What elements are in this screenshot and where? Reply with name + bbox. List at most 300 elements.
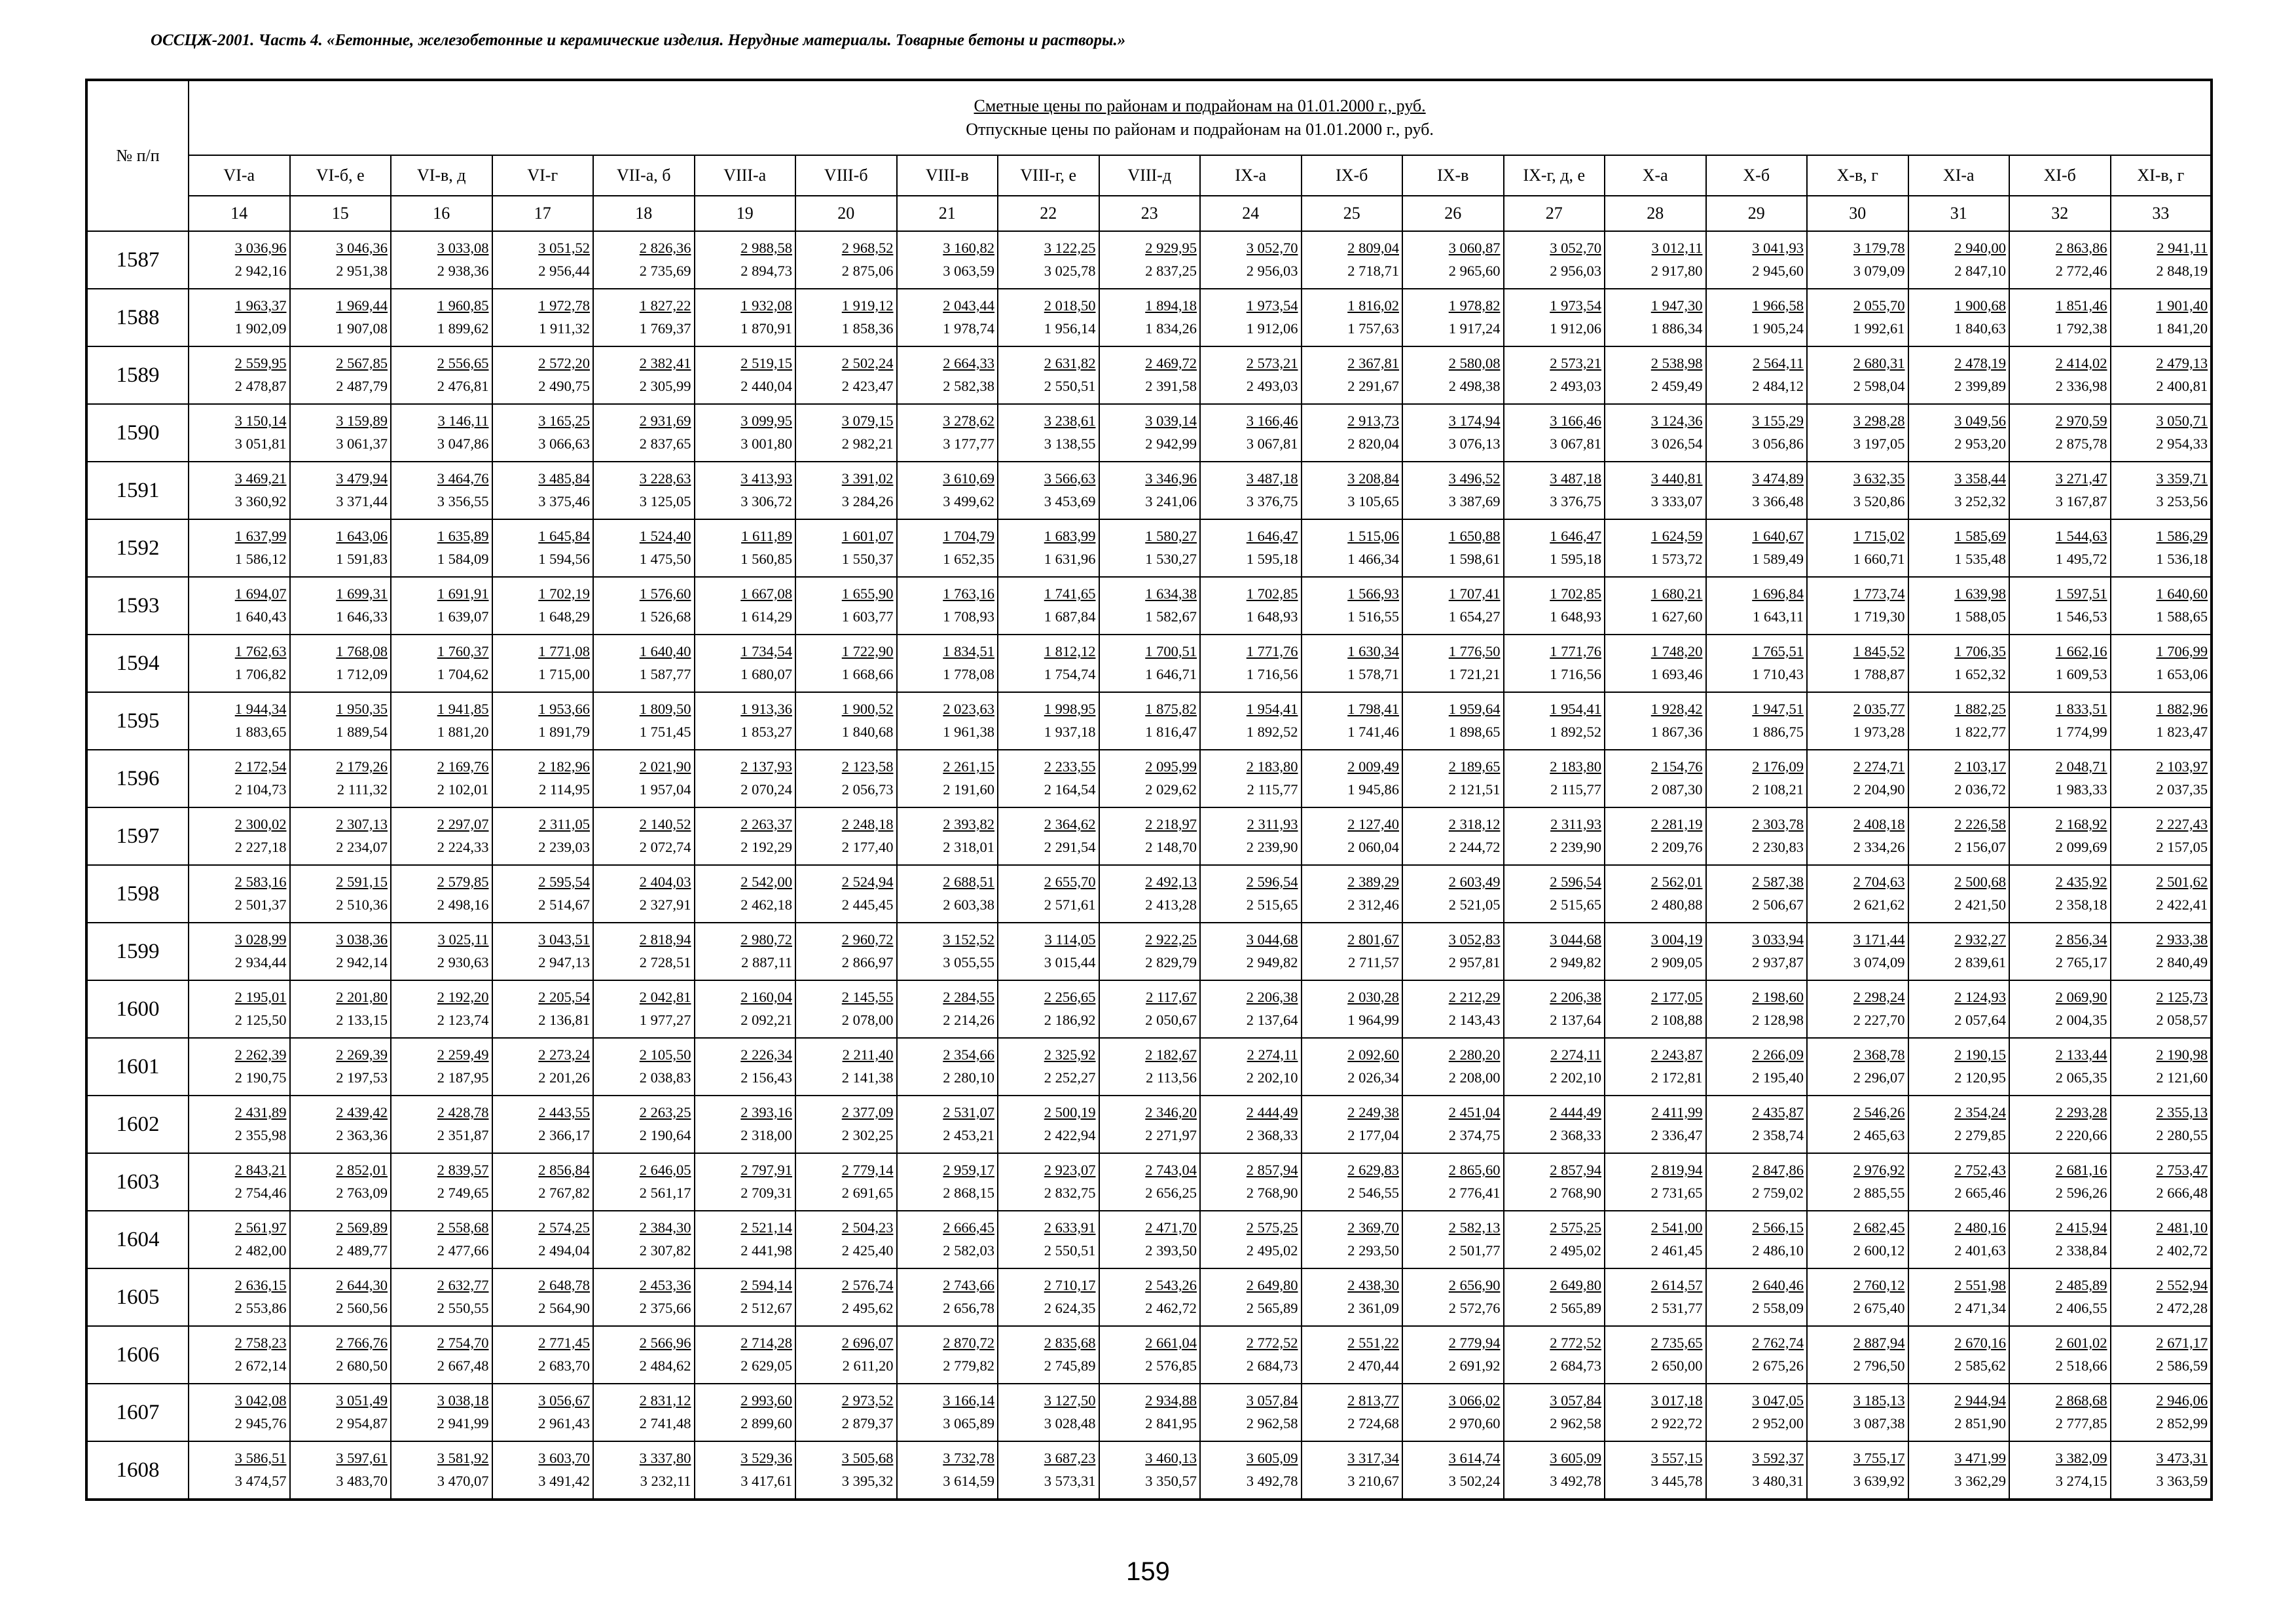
estimated-price: 2 661,04: [1145, 1335, 1197, 1351]
price-cell: [897, 750, 998, 807]
price-cell: [492, 865, 594, 923]
price-cell: [290, 1326, 392, 1384]
title-estimated-prices: Сметные цены по районам и подрайонам на 01.01.2000 г., руб.: [974, 96, 1426, 115]
estimated-price: 3 122,25: [1044, 240, 1096, 256]
price-cell: [2111, 462, 2212, 519]
estimated-price: 3 057,84: [1550, 1392, 1601, 1409]
release-price: 2 115,77: [1550, 781, 1601, 798]
price-cell: [695, 289, 796, 346]
release-price: 2 239,90: [1550, 839, 1601, 855]
estimated-price: 1 944,34: [234, 701, 287, 717]
price-cell: [1504, 980, 1605, 1038]
price-cell: [998, 1326, 1099, 1384]
price-cell: [998, 404, 1099, 462]
release-price: 1 870,91: [740, 320, 792, 337]
release-price: 3 025,78: [1044, 263, 1096, 279]
price-cell: [695, 692, 796, 750]
estimated-price: 1 544,63: [2055, 528, 2107, 544]
estimated-price: 1 702,85: [1550, 585, 1601, 602]
estimated-price: 2 092,60: [1347, 1046, 1399, 1063]
release-price: 2 961,43: [538, 1415, 590, 1431]
estimated-price: 2 968,52: [841, 240, 894, 256]
release-price: 2 709,31: [740, 1185, 792, 1201]
estimated-price: 2 504,23: [841, 1219, 894, 1236]
estimated-price: 2 428,78: [437, 1104, 489, 1120]
release-price: 2 209,76: [1650, 839, 1703, 855]
release-price: 2 422,94: [1044, 1127, 1096, 1143]
release-price: 2 506,67: [1752, 896, 1804, 913]
estimated-price: 2 431,89: [234, 1104, 287, 1120]
estimated-price: 3 079,15: [841, 413, 894, 429]
estimated-price: 1 760,37: [437, 643, 489, 659]
estimated-price: 2 009,49: [1347, 758, 1399, 775]
price-cell: [2009, 1153, 2111, 1211]
release-price: 3 252,32: [1954, 493, 2006, 509]
estimated-price: 2 500,19: [1044, 1104, 1096, 1120]
price-cell: [1402, 807, 1504, 865]
estimated-price: 2 688,51: [943, 874, 994, 890]
price-cell: [1200, 231, 1302, 289]
release-price: 2 029,62: [1145, 781, 1197, 798]
estimated-price: 3 038,18: [437, 1392, 489, 1409]
release-price: 2 582,38: [943, 378, 994, 394]
release-price: 1 912,06: [1246, 320, 1298, 337]
price-cell: [290, 231, 392, 289]
estimated-price: 2 411,99: [1651, 1104, 1703, 1120]
estimated-price: 3 038,36: [336, 931, 388, 948]
price-cell: [897, 980, 998, 1038]
release-price: 2 745,89: [1044, 1357, 1096, 1374]
release-price: 2 493,03: [1246, 378, 1298, 394]
estimated-price: 2 519,15: [740, 355, 792, 371]
estimated-price: 2 772,52: [1246, 1335, 1298, 1351]
price-cell: [1706, 1038, 1808, 1096]
estimated-price: 2 980,72: [740, 931, 792, 948]
release-price: 2 666,48: [2156, 1185, 2208, 1201]
price-cell: [1807, 1038, 1908, 1096]
price-cell: [998, 980, 1099, 1038]
estimated-price: 2 524,94: [841, 874, 894, 890]
price-cell: [492, 1211, 594, 1268]
release-price: 2 777,85: [2055, 1415, 2107, 1431]
release-price: 1 937,18: [1044, 724, 1096, 740]
release-price: 2 495,02: [1550, 1242, 1601, 1259]
estimated-price: 1 928,42: [1650, 701, 1703, 717]
estimated-price: 3 557,15: [1650, 1450, 1703, 1466]
table-row: [86, 1268, 2212, 1326]
estimated-price: 2 284,55: [943, 989, 994, 1005]
release-price: 2 598,04: [1853, 378, 1905, 394]
release-price: 1 957,04: [639, 781, 691, 798]
estimated-price: 3 042,08: [234, 1392, 287, 1409]
price-cell: [593, 1096, 695, 1153]
price-cell: [2111, 1384, 2212, 1441]
estimated-price: 3 052,83: [1448, 931, 1501, 948]
estimated-price: 2 868,68: [2055, 1392, 2107, 1409]
release-price: 2 133,15: [336, 1012, 388, 1028]
estimated-price: 3 114,05: [1044, 931, 1096, 948]
estimated-price: 2 704,63: [1853, 874, 1905, 890]
price-cell: [1402, 404, 1504, 462]
price-cell: [1302, 1326, 1403, 1384]
estimated-price: 2 583,16: [234, 874, 287, 890]
estimated-price: 2 384,30: [639, 1219, 691, 1236]
estimated-price: 2 649,80: [1550, 1277, 1601, 1293]
estimated-price: 3 166,14: [943, 1392, 994, 1409]
price-cell: [1504, 865, 1605, 923]
price-cell: [795, 807, 897, 865]
price-cell: [1605, 692, 1706, 750]
estimated-price: 1 639,98: [1954, 585, 2006, 602]
price-cell: [1706, 635, 1808, 692]
price-cell: [1605, 289, 1706, 346]
price-cell: [1908, 1268, 2010, 1326]
price-cell: [1402, 1038, 1504, 1096]
price-cell: [1807, 1326, 1908, 1384]
price-cell: [1302, 1096, 1403, 1153]
price-cell: [795, 1096, 897, 1153]
table-row: [86, 1038, 2212, 1096]
release-price: 2 564,90: [538, 1300, 590, 1316]
price-cell: [1706, 289, 1808, 346]
estimated-price: 3 278,62: [943, 413, 994, 429]
estimated-price: 2 125,73: [2156, 989, 2208, 1005]
price-cell: [2009, 692, 2111, 750]
estimated-price: 1 973,54: [1246, 297, 1298, 314]
estimated-price: 2 580,08: [1448, 355, 1501, 371]
release-price: 2 765,17: [2055, 954, 2107, 970]
row-number: 1590: [86, 404, 189, 462]
price-cell: [1200, 865, 1302, 923]
price-cell: [795, 231, 897, 289]
price-cell: [1605, 1326, 1706, 1384]
price-cell: [998, 289, 1099, 346]
price-cell: [593, 404, 695, 462]
price-cell: [1302, 404, 1403, 462]
release-price: 2 038,83: [639, 1069, 691, 1086]
column-number: 16: [391, 196, 492, 231]
region-header: VI-в, д: [391, 155, 492, 196]
estimated-price: 2 485,89: [2055, 1277, 2107, 1293]
estimated-price: 3 057,84: [1246, 1392, 1298, 1409]
estimated-price: 3 487,18: [1550, 470, 1601, 487]
release-price: 2 366,17: [538, 1127, 590, 1143]
release-price: 2 684,73: [1246, 1357, 1298, 1374]
release-price: 2 515,65: [1246, 896, 1298, 913]
release-price: 2 252,27: [1044, 1069, 1096, 1086]
release-price: 2 191,60: [943, 781, 994, 798]
estimated-price: 1 953,66: [538, 701, 590, 717]
price-cell: [1402, 1384, 1504, 1441]
price-cell: [492, 1038, 594, 1096]
release-price: 2 201,26: [538, 1069, 590, 1086]
price-cell: [1605, 404, 1706, 462]
release-price: 1 822,77: [1954, 724, 2006, 740]
release-price: 1 883,65: [234, 724, 287, 740]
row-number: 1606: [86, 1326, 189, 1384]
release-price: 1 587,77: [639, 666, 691, 682]
price-cell: [1099, 750, 1201, 807]
row-number: 1589: [86, 346, 189, 404]
estimated-price: 2 579,85: [437, 874, 489, 890]
estimated-price: 2 646,05: [639, 1162, 691, 1178]
price-cell: [1807, 577, 1908, 635]
price-cell: [998, 692, 1099, 750]
release-price: 2 550,55: [437, 1300, 489, 1316]
release-price: 2 624,35: [1044, 1300, 1096, 1316]
price-cell: [1908, 807, 2010, 865]
estimated-price: 3 036,96: [234, 240, 287, 256]
price-cell: [2009, 1384, 2111, 1441]
estimated-price: 3 469,21: [234, 470, 287, 487]
price-cell: [1200, 1441, 1302, 1500]
release-price: 2 796,50: [1853, 1357, 1905, 1374]
release-price: 2 768,90: [1550, 1185, 1601, 1201]
estimated-price: 2 480,16: [1954, 1219, 2006, 1236]
price-cell: [2009, 865, 2111, 923]
price-cell: [1099, 577, 1201, 635]
estimated-price: 2 552,94: [2156, 1277, 2208, 1293]
table-row: [86, 692, 2212, 750]
region-header: VI-б, е: [290, 155, 392, 196]
price-cell: [492, 750, 594, 807]
release-price: 2 036,72: [1954, 781, 2006, 798]
release-price: 1 977,27: [639, 1012, 691, 1028]
table-row: [86, 577, 2212, 635]
estimated-price: 3 413,93: [740, 470, 792, 487]
estimated-price: 2 856,34: [2055, 931, 2107, 948]
price-cell: [290, 635, 392, 692]
estimated-price: 2 389,29: [1347, 874, 1399, 890]
price-cell: [998, 1441, 1099, 1500]
price-cell: [1605, 1268, 1706, 1326]
release-price: 2 954,87: [336, 1415, 388, 1431]
estimated-price: 2 182,67: [1145, 1046, 1197, 1063]
price-cell: [1402, 577, 1504, 635]
release-price: 2 115,77: [1247, 781, 1298, 798]
estimated-price: 3 485,84: [538, 470, 590, 487]
release-price: 2 480,88: [1650, 896, 1703, 913]
estimated-price: 1 640,67: [1752, 528, 1804, 544]
estimated-price: 1 704,79: [943, 528, 994, 544]
price-cell: [1099, 980, 1201, 1038]
estimated-price: 2 469,72: [1145, 355, 1197, 371]
estimated-price: 2 298,24: [1853, 989, 1905, 1005]
table-row: [86, 980, 2212, 1038]
release-price: 1 907,08: [336, 320, 388, 337]
release-price: 2 307,82: [639, 1242, 691, 1259]
row-number: 1596: [86, 750, 189, 807]
estimated-price: 2 970,59: [2055, 413, 2107, 429]
estimated-price: 2 629,83: [1347, 1162, 1399, 1178]
release-price: 2 425,40: [841, 1242, 894, 1259]
estimated-price: 3 479,94: [336, 470, 388, 487]
estimated-price: 1 932,08: [740, 297, 792, 314]
release-price: 2 937,87: [1752, 954, 1804, 970]
price-cell: [1302, 1153, 1403, 1211]
release-price: 2 683,70: [538, 1357, 590, 1374]
release-price: 1 652,35: [943, 551, 994, 567]
release-price: 2 111,32: [337, 781, 388, 798]
estimated-price: 2 801,67: [1347, 931, 1399, 948]
release-price: 3 055,55: [943, 954, 994, 970]
table-row: [86, 1211, 2212, 1268]
price-cell: [1807, 1211, 1908, 1268]
estimated-price: 2 481,10: [2156, 1219, 2208, 1236]
estimated-price: 3 165,25: [538, 413, 590, 429]
price-cell: [1099, 692, 1201, 750]
estimated-price: 2 559,95: [234, 355, 287, 371]
release-price: 2 982,21: [841, 435, 894, 452]
region-header: VII-а, б: [593, 155, 695, 196]
estimated-price: 3 732,78: [943, 1450, 994, 1466]
release-price: 2 296,07: [1853, 1069, 1905, 1086]
estimated-price: 1 706,35: [1954, 643, 2006, 659]
release-price: 2 065,35: [2055, 1069, 2107, 1086]
price-cell: [1807, 865, 1908, 923]
price-cell: [593, 635, 695, 692]
release-price: 3 105,65: [1347, 493, 1399, 509]
estimated-price: 2 226,34: [740, 1046, 792, 1063]
estimated-price: 3 152,52: [943, 931, 994, 948]
price-cell: [897, 577, 998, 635]
column-number: 23: [1099, 196, 1201, 231]
estimated-price: 2 293,28: [2055, 1104, 2107, 1120]
release-price: 2 305,99: [639, 378, 691, 394]
estimated-price: 1 913,36: [740, 701, 792, 717]
price-cell: [593, 462, 695, 519]
release-price: 1 712,09: [336, 666, 388, 682]
estimated-price: 3 337,80: [639, 1450, 691, 1466]
release-price: 2 763,09: [336, 1185, 388, 1201]
price-cell: [2009, 462, 2111, 519]
price-cell: [1402, 346, 1504, 404]
region-header: VIII-б: [795, 155, 897, 196]
estimated-price: 1 634,38: [1145, 585, 1197, 602]
column-number: 17: [492, 196, 594, 231]
price-cell: [1605, 807, 1706, 865]
price-cell: [290, 1441, 392, 1500]
estimated-price: 1 655,90: [841, 585, 894, 602]
release-price: 2 291,54: [1044, 839, 1096, 855]
price-cell: [290, 1038, 392, 1096]
release-price: 2 839,61: [1954, 954, 2006, 970]
release-price: 2 837,65: [639, 435, 691, 452]
column-number: 21: [897, 196, 998, 231]
table-header: [86, 80, 2212, 231]
release-price: 2 558,09: [1752, 1300, 1804, 1316]
estimated-price: 2 435,87: [1752, 1104, 1804, 1120]
estimated-price: 1 662,16: [2055, 643, 2107, 659]
price-cell: [1706, 692, 1808, 750]
estimated-price: 2 364,62: [1044, 816, 1096, 832]
price-cell: [1504, 577, 1605, 635]
price-cell: [1706, 1441, 1808, 1500]
release-price: 3 520,86: [1853, 493, 1905, 509]
estimated-price: 2 325,92: [1044, 1046, 1096, 1063]
estimated-price: 2 035,77: [1853, 701, 1905, 717]
price-cell: [1099, 1096, 1201, 1153]
price-cell: [593, 231, 695, 289]
release-price: 2 125,50: [234, 1012, 287, 1028]
estimated-price: 2 743,66: [943, 1277, 994, 1293]
estimated-price: 2 976,92: [1853, 1162, 1905, 1178]
estimated-price: 2 735,65: [1650, 1335, 1703, 1351]
estimated-price: 1 683,99: [1044, 528, 1096, 544]
estimated-price: 2 192,20: [437, 989, 489, 1005]
estimated-price: 2 177,05: [1650, 989, 1703, 1005]
estimated-price: 1 597,51: [2055, 585, 2107, 602]
estimated-price: 1 919,12: [841, 297, 894, 314]
region-header: Х-б: [1706, 155, 1808, 196]
price-cell: [290, 289, 392, 346]
release-price: 3 087,38: [1853, 1415, 1905, 1431]
price-cell: [1099, 635, 1201, 692]
release-price: 2 879,37: [841, 1415, 894, 1431]
estimated-price: 3 471,99: [1954, 1450, 2006, 1466]
release-price: 1 891,79: [538, 724, 590, 740]
release-price: 1 788,87: [1853, 666, 1905, 682]
release-price: 1 886,75: [1752, 724, 1804, 740]
estimated-price: 2 852,01: [336, 1162, 388, 1178]
column-number: 24: [1200, 196, 1302, 231]
price-cell: [189, 923, 290, 980]
price-cell: [1302, 635, 1403, 692]
estimated-price: 2 797,91: [740, 1162, 792, 1178]
price-cell: [695, 1268, 796, 1326]
price-cell: [2111, 807, 2212, 865]
estimated-price: 2 813,77: [1347, 1392, 1399, 1409]
estimated-price: 1 765,51: [1752, 643, 1804, 659]
estimated-price: 1 734,54: [740, 643, 792, 659]
release-price: 3 051,81: [234, 435, 287, 452]
price-cell: [189, 980, 290, 1038]
release-price: 2 099,69: [2055, 839, 2107, 855]
price-cell: [1200, 289, 1302, 346]
estimated-price: 1 624,59: [1650, 528, 1703, 544]
price-cell: [1706, 865, 1808, 923]
row-number: 1595: [86, 692, 189, 750]
price-cell: [795, 462, 897, 519]
price-cell: [998, 577, 1099, 635]
price-cell: [593, 692, 695, 750]
release-price: 2 128,98: [1752, 1012, 1804, 1028]
price-cell: [1402, 865, 1504, 923]
price-cell: [1504, 1441, 1605, 1500]
estimated-price: 3 632,35: [1853, 470, 1905, 487]
estimated-price: 2 839,57: [437, 1162, 489, 1178]
price-cell: [1908, 289, 2010, 346]
price-cell: [391, 1153, 492, 1211]
price-cell: [1605, 1441, 1706, 1500]
price-cell: [695, 1441, 796, 1500]
price-cell: [593, 1153, 695, 1211]
estimated-price: 2 940,00: [1954, 240, 2006, 256]
release-price: 2 113,56: [1146, 1069, 1197, 1086]
price-cell: [1605, 1384, 1706, 1441]
estimated-price: 2 636,15: [234, 1277, 287, 1293]
price-cell: [1302, 1038, 1403, 1096]
release-price: 1 898,65: [1448, 724, 1501, 740]
price-cell: [1605, 865, 1706, 923]
release-price: 2 108,21: [1752, 781, 1804, 798]
price-cell: [1908, 1096, 2010, 1153]
price-cell: [1402, 462, 1504, 519]
release-price: 2 600,12: [1853, 1242, 1905, 1259]
release-price: 1 530,27: [1145, 551, 1197, 567]
release-price: 3 483,70: [336, 1473, 388, 1489]
release-price: 3 492,78: [1246, 1473, 1298, 1489]
